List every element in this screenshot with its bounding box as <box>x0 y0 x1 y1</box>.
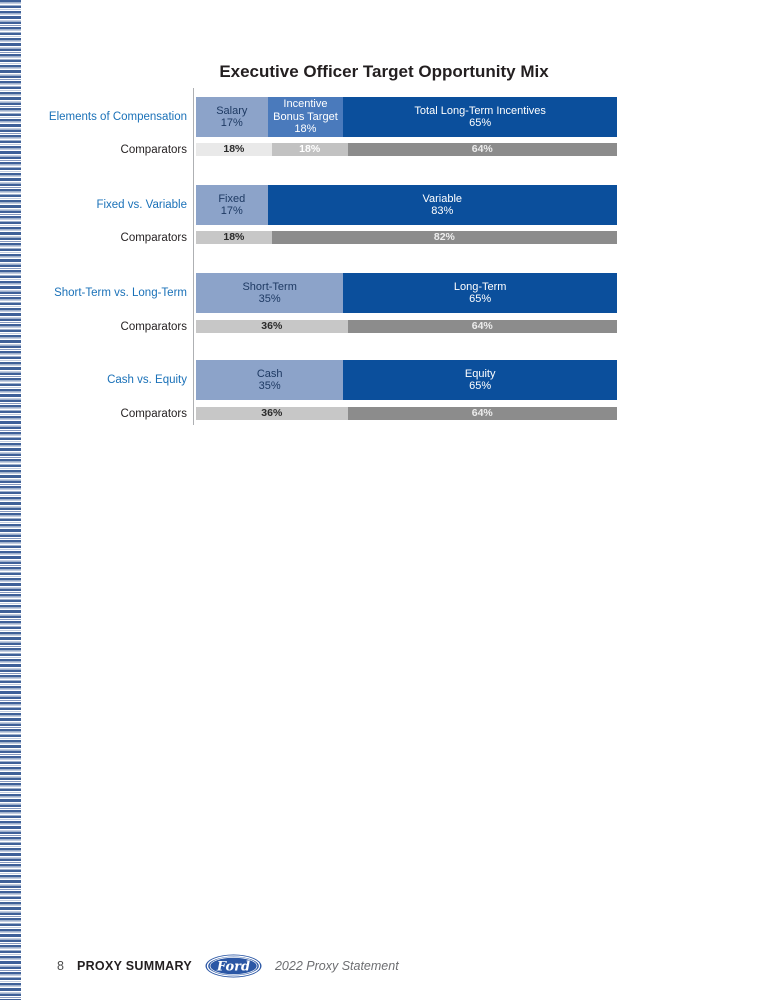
segment-name: Salary <box>216 104 248 117</box>
comparators-label: Comparators <box>120 231 187 244</box>
bar-segment-variable <box>268 185 617 225</box>
category-label: Short-Term vs. Long-Term <box>54 287 187 299</box>
segment-pct: 64% <box>471 407 493 419</box>
segment-pct: 65% <box>469 293 492 305</box>
bar-row-fixed-variable-comparators <box>0 231 617 244</box>
segment-pct: 18% <box>223 231 245 243</box>
bar-row-short-long-comparators <box>0 320 617 333</box>
comparators-label: Comparators <box>120 143 187 156</box>
category-label: Elements of Compensation <box>48 111 187 123</box>
bar-segment <box>196 143 272 156</box>
bar-row-elements-comparators <box>0 143 617 156</box>
stacked-bar <box>196 97 617 137</box>
stacked-bar <box>196 143 617 156</box>
bar-segment-equity <box>343 360 617 400</box>
bar-row-short-long-main <box>0 273 617 313</box>
segment-name: Variable <box>422 192 463 205</box>
bar-row-fixed-variable-main <box>0 185 617 225</box>
segment-name: Cash <box>256 367 283 380</box>
segment-pct: 36% <box>261 407 283 419</box>
segment-pct: 65% <box>469 380 492 392</box>
bar-segment <box>196 407 348 420</box>
stacked-bar <box>196 320 617 333</box>
segment-name: Fixed <box>218 192 246 205</box>
segment-pct: 18% <box>299 143 321 155</box>
bar-row-cash-equity-main <box>0 360 617 400</box>
bar-segment-salary <box>196 97 268 137</box>
bar-segment-short-term <box>196 273 343 313</box>
segment-name: Equity <box>464 367 496 380</box>
bar-segment <box>196 320 348 333</box>
chart-title: Executive Officer Target Opportunity Mix <box>219 62 549 81</box>
bar-row-cash-equity-comparators <box>0 407 617 420</box>
ford-logo-icon <box>205 954 262 978</box>
comparators-label: Comparators <box>120 320 187 333</box>
segment-pct: 64% <box>471 143 493 155</box>
page-footer <box>57 953 399 979</box>
segment-pct: 17% <box>220 205 243 217</box>
bar-segment-long-term <box>343 273 617 313</box>
stacked-bar <box>196 231 617 244</box>
segment-pct: 18% <box>223 143 245 155</box>
category-label: Cash vs. Equity <box>107 374 187 386</box>
segment-pct: 82% <box>433 231 455 243</box>
bar-segment-long-term-incentives <box>343 97 617 137</box>
comparators-label: Comparators <box>120 407 187 420</box>
segment-name: Short-Term <box>242 280 297 293</box>
bar-segment <box>272 231 617 244</box>
segment-pct: 18% <box>294 123 317 136</box>
page-number: 8 <box>57 959 64 973</box>
segment-pct: 83% <box>431 205 454 217</box>
bar-segment-incentive-bonus <box>268 97 344 137</box>
category-label: Fixed vs. Variable <box>96 199 187 211</box>
segment-pct: 65% <box>469 117 492 129</box>
segment-name: Long-Term <box>453 280 507 293</box>
bar-segment <box>196 231 272 244</box>
footer-section-label: PROXY SUMMARY <box>76 959 192 973</box>
segment-pct: 64% <box>471 320 493 332</box>
stacked-bar <box>196 273 617 313</box>
stacked-bar <box>196 360 617 400</box>
segment-name: Total Long-Term Incentives <box>414 104 546 117</box>
stacked-bar <box>196 407 617 420</box>
bar-segment <box>348 143 617 156</box>
stacked-bar <box>196 185 617 225</box>
segment-pct: 35% <box>258 380 281 392</box>
segment-name: Incentive Bonus Target <box>273 98 338 123</box>
segment-pct: 36% <box>261 320 283 332</box>
bar-segment <box>272 143 348 156</box>
bar-segment-cash <box>196 360 343 400</box>
ford-logo-script: Ford <box>216 959 251 975</box>
footer-document-label: 2022 Proxy Statement <box>274 959 399 973</box>
bar-segment <box>348 320 617 333</box>
segment-pct: 17% <box>220 117 243 129</box>
bar-segment-fixed <box>196 185 268 225</box>
bar-row-elements-main <box>0 97 617 137</box>
bar-segment <box>348 407 617 420</box>
segment-pct: 35% <box>258 293 281 305</box>
